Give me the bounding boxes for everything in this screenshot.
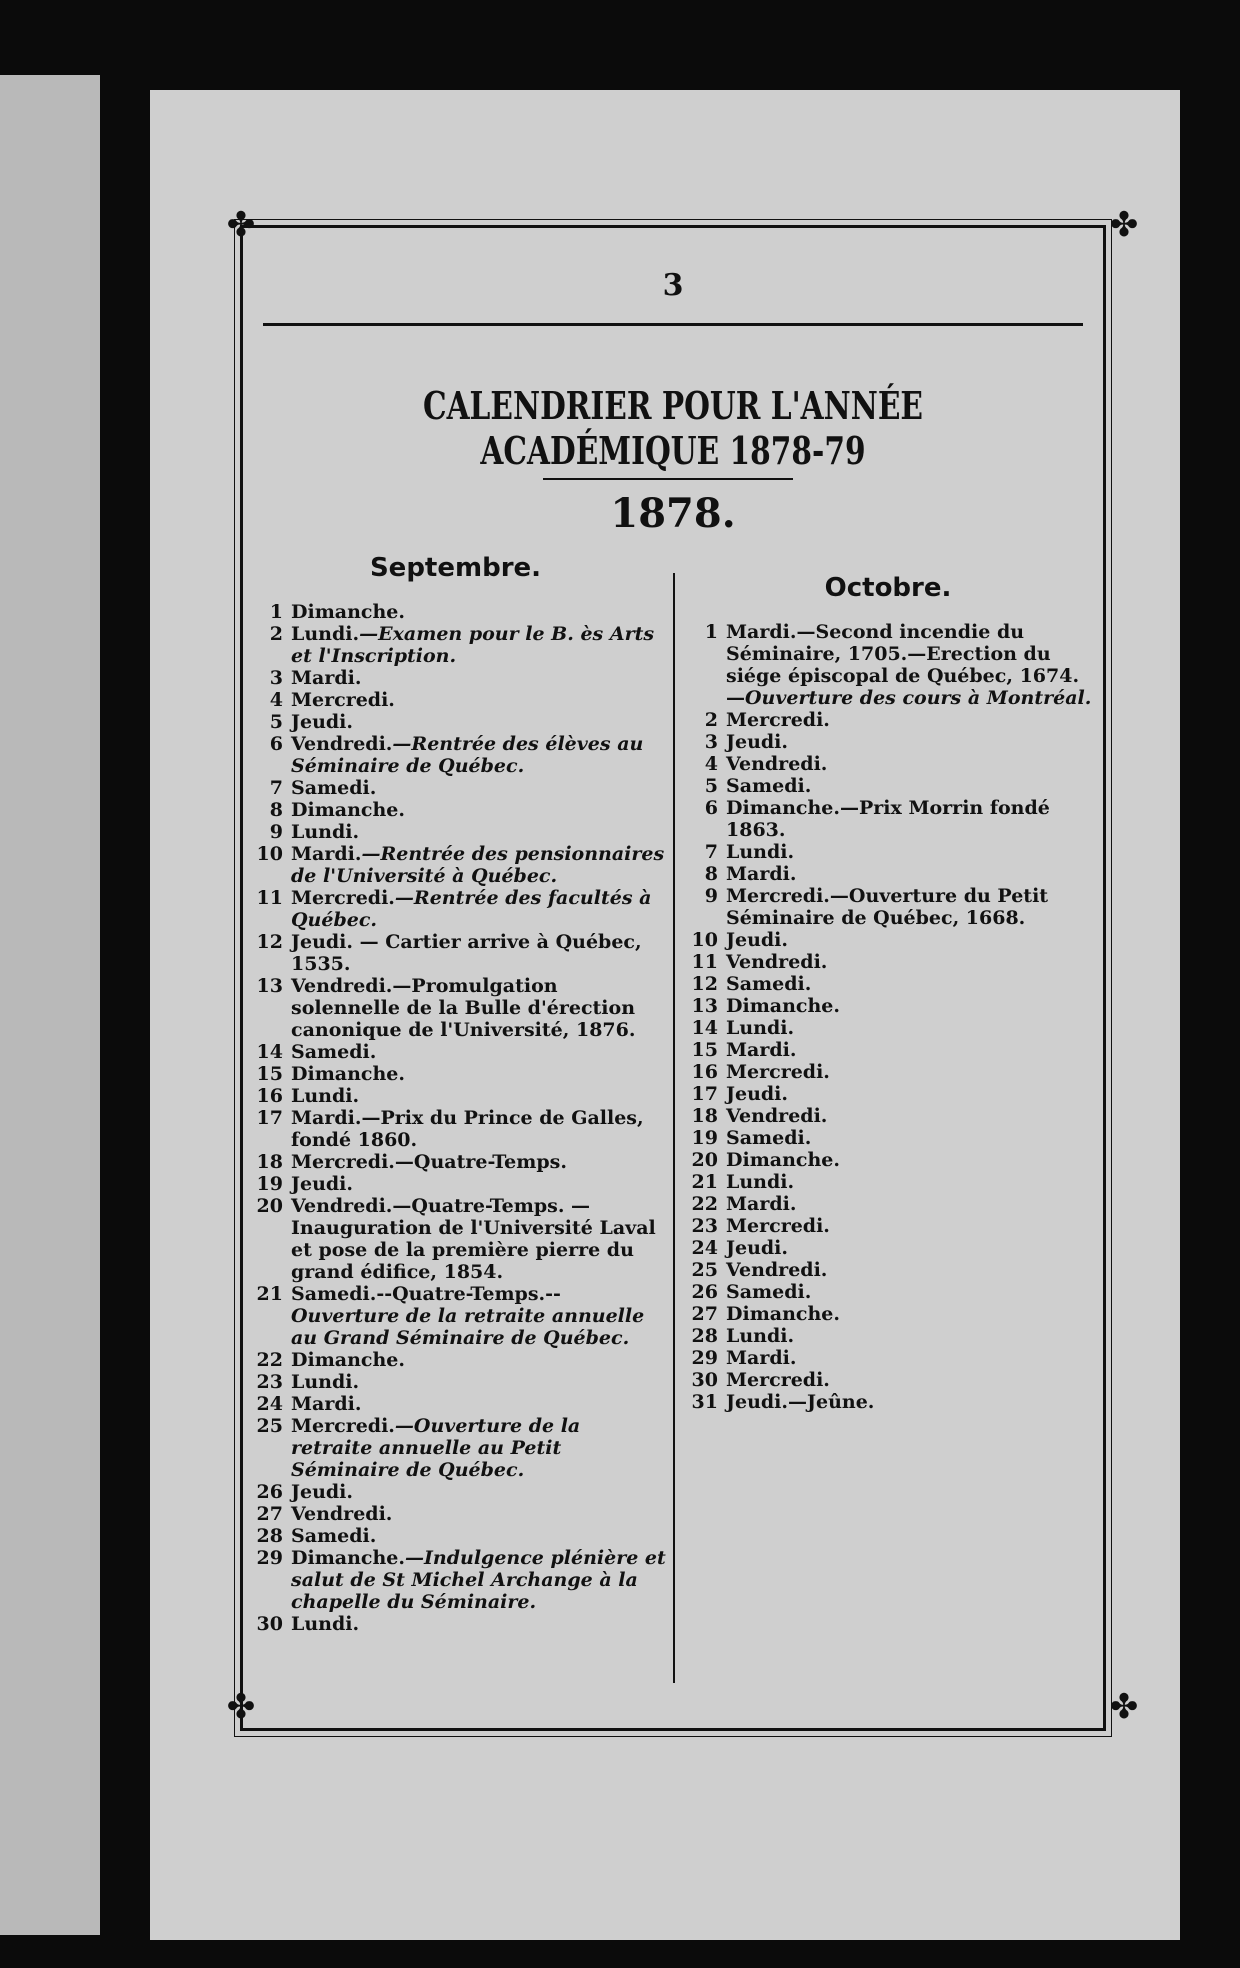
day-number: 6 <box>269 733 283 755</box>
day-name: Samedi. <box>726 1281 812 1303</box>
day-note: —Ouverture de la retraite annuelle au Petit Séminaire de Québec. <box>291 1415 581 1481</box>
calendar-entry <box>678 1083 1098 1105</box>
day-number: 15 <box>691 1039 718 1061</box>
calendar-entry <box>243 689 668 711</box>
day-name: Samedi.--Quatre-Temps.-- <box>291 1283 561 1305</box>
day-name: Mercredi. <box>291 1415 395 1437</box>
calendar-entry <box>243 843 668 887</box>
calendar-entry <box>678 1303 1098 1325</box>
day-number: 8 <box>269 799 283 821</box>
day-number: 7 <box>704 841 718 863</box>
day-name: Mardi. <box>726 1347 797 1369</box>
day-number: 17 <box>256 1107 283 1129</box>
day-number: 12 <box>691 973 718 995</box>
calendar-entry <box>243 1041 668 1063</box>
day-name: Mardi. <box>726 1039 797 1061</box>
day-note: Ouverture des cours à Montréal. <box>745 687 1092 709</box>
calendar-entry <box>678 863 1098 885</box>
day-number: 27 <box>691 1303 718 1325</box>
calendar-entry <box>678 1325 1098 1347</box>
calendar-entry <box>243 777 668 799</box>
day-name: Jeudi.—Jeûne. <box>726 1391 875 1413</box>
calendar-entry <box>678 1105 1098 1127</box>
day-name: Mercredi. <box>291 887 395 909</box>
calendar-entry <box>243 1349 668 1371</box>
day-number: 10 <box>691 929 718 951</box>
calendar-entry <box>678 1039 1098 1061</box>
calendar-entry <box>678 709 1098 731</box>
calendar-entry <box>678 621 1098 709</box>
day-name: Samedi. <box>726 1127 812 1149</box>
day-name: Vendredi. <box>291 733 393 755</box>
day-note: —Rentrée des pensionnaires de l'Université à Québec. <box>291 843 665 887</box>
calendar-entry <box>243 601 668 623</box>
calendar-entry <box>678 797 1098 841</box>
day-name: Vendredi.—Promulgation solennelle de la Bulle d'érection canonique de l'Université, 1876. <box>291 975 636 1041</box>
page-frame <box>240 225 1106 1731</box>
day-number: 25 <box>256 1415 283 1437</box>
header-rule <box>263 323 1083 326</box>
day-name: Mardi. <box>291 667 362 689</box>
octobre-list <box>678 621 1098 1413</box>
day-name: Lundi. <box>291 1371 360 1393</box>
day-name: Mardi.—Prix du Prince de Galles, fondé 1860. <box>291 1107 644 1151</box>
day-name: Mardi. <box>291 1393 362 1415</box>
day-name: Vendredi. <box>726 1105 828 1127</box>
day-number: 31 <box>691 1391 718 1413</box>
calendar-entry <box>243 821 668 843</box>
day-number: 26 <box>256 1481 283 1503</box>
day-note: —Indulgence plénière et salut de St Michel Archange à la chapelle du Séminaire. <box>291 1547 666 1613</box>
calendar-entry <box>678 1061 1098 1083</box>
day-name: Vendredi. <box>726 951 828 973</box>
calendar-entry <box>678 1017 1098 1039</box>
title-rule <box>543 478 793 480</box>
calendar-entry <box>678 841 1098 863</box>
calendar-entry <box>243 1393 668 1415</box>
day-name: Vendredi.—Quatre-Temps. — Inauguration de l'Université Laval et pose de la première pierre du grand édifice, 1854. <box>291 1195 656 1283</box>
day-name: Dimanche. <box>726 1303 841 1325</box>
calendar-entry <box>678 973 1098 995</box>
day-name: Mardi. <box>726 1193 797 1215</box>
calendar-entry <box>243 1525 668 1547</box>
day-number: 20 <box>256 1195 283 1217</box>
day-name: Samedi. <box>291 1525 377 1547</box>
calendar-entry <box>678 1391 1098 1413</box>
day-name: Lundi. <box>291 623 360 645</box>
day-number: 1 <box>704 621 718 643</box>
month-heading-septembre: Septembre. <box>369 553 542 583</box>
day-number: 29 <box>256 1547 283 1569</box>
day-number: 15 <box>256 1063 283 1085</box>
day-number: 19 <box>256 1173 283 1195</box>
day-number: 17 <box>691 1083 718 1105</box>
calendar-entry <box>243 623 668 667</box>
calendar-entry <box>243 711 668 733</box>
day-name: Jeudi. <box>726 1083 789 1105</box>
calendar-entry <box>243 1371 668 1393</box>
calendar-entry <box>243 975 668 1041</box>
day-number: 8 <box>704 863 718 885</box>
calendar-entry <box>243 1415 668 1481</box>
day-name: Mercredi.—Ouverture du Petit Séminaire de Québec, 1668. <box>726 885 1049 929</box>
day-name: Vendredi. <box>726 753 828 775</box>
day-number: 24 <box>691 1237 718 1259</box>
day-name: Jeudi. <box>726 929 789 951</box>
day-number: 16 <box>691 1061 718 1083</box>
day-name: Lundi. <box>726 1017 795 1039</box>
day-number: 4 <box>269 689 283 711</box>
calendar-entry <box>678 1259 1098 1281</box>
calendar-entry <box>678 1369 1098 1391</box>
day-number: 9 <box>269 821 283 843</box>
day-name: Mercredi. <box>291 689 395 711</box>
day-number: 28 <box>691 1325 718 1347</box>
day-number: 26 <box>691 1281 718 1303</box>
calendar-entry <box>678 1171 1098 1193</box>
calendar-entry <box>678 1193 1098 1215</box>
corner-ornament-icon: ✤ <box>1109 205 1139 245</box>
day-number: 2 <box>704 709 718 731</box>
day-name: Lundi. <box>291 1085 360 1107</box>
day-name: Dimanche. <box>726 995 841 1017</box>
day-number: 11 <box>691 951 718 973</box>
day-number: 5 <box>269 711 283 733</box>
day-name: Mercredi. <box>726 709 830 731</box>
day-number: 4 <box>704 753 718 775</box>
day-number: 6 <box>704 797 718 819</box>
calendar-entry <box>678 753 1098 775</box>
day-number: 30 <box>256 1613 283 1635</box>
day-number: 9 <box>704 885 718 907</box>
calendar-entry <box>243 1151 668 1173</box>
day-number: 25 <box>691 1259 718 1281</box>
day-number: 22 <box>691 1193 718 1215</box>
calendar-entry <box>678 1237 1098 1259</box>
day-name: Dimanche. <box>291 799 406 821</box>
day-number: 5 <box>704 775 718 797</box>
day-name: Mardi.—Second incendie du Séminaire, 1705.—Erection du siége épiscopal de Québec, 1674.— <box>726 621 1080 709</box>
day-number: 1 <box>269 601 283 623</box>
day-number: 22 <box>256 1349 283 1371</box>
day-name: Mercredi. <box>726 1369 830 1391</box>
month-heading-octobre: Octobre. <box>824 573 952 603</box>
day-name: Samedi. <box>291 1041 377 1063</box>
day-number: 12 <box>256 931 283 953</box>
day-name: Samedi. <box>726 775 812 797</box>
day-number: 13 <box>691 995 718 1017</box>
calendar-entry <box>678 995 1098 1017</box>
day-name: Mardi. <box>726 863 797 885</box>
day-name: Vendredi. <box>726 1259 828 1281</box>
day-number: 10 <box>256 843 283 865</box>
day-number: 14 <box>691 1017 718 1039</box>
day-note: —Rentrée des facultés à Québec. <box>291 887 652 931</box>
day-name: Lundi. <box>726 841 795 863</box>
day-number: 29 <box>691 1347 718 1369</box>
calendar-entry <box>243 887 668 931</box>
column-divider <box>673 573 675 1683</box>
day-name: Jeudi. — Cartier arrive à Québec, 1535. <box>291 931 642 975</box>
day-number: 11 <box>256 887 283 909</box>
day-number: 20 <box>691 1149 718 1171</box>
day-number: 27 <box>256 1503 283 1525</box>
day-number: 18 <box>256 1151 283 1173</box>
day-number: 13 <box>256 975 283 997</box>
corner-ornament-icon: ✤ <box>1109 1687 1139 1727</box>
day-name: Lundi. <box>291 1613 360 1635</box>
day-number: 14 <box>256 1041 283 1063</box>
calendar-entry <box>243 1195 668 1283</box>
calendar-entry <box>243 1283 668 1349</box>
calendar-entry <box>678 1127 1098 1149</box>
day-name: Dimanche. <box>726 1149 841 1171</box>
day-name: Lundi. <box>726 1325 795 1347</box>
year-heading: 1878. <box>610 490 736 537</box>
day-number: 7 <box>269 777 283 799</box>
day-number: 23 <box>691 1215 718 1237</box>
calendar-entry <box>678 885 1098 929</box>
day-note: —Rentrée des élèves au Séminaire de Québec. <box>291 733 644 777</box>
day-name: Jeudi. <box>726 731 789 753</box>
calendar-entry <box>678 731 1098 753</box>
calendar-entry <box>678 929 1098 951</box>
corner-ornament-icon: ✤ <box>226 205 256 245</box>
day-name: Jeudi. <box>291 711 354 733</box>
calendar-entry <box>243 931 668 975</box>
day-name: Dimanche. <box>291 1063 406 1085</box>
day-name: Mercredi.—Quatre-Temps. <box>291 1151 567 1173</box>
day-number: 3 <box>269 667 283 689</box>
day-name: Mercredi. <box>726 1061 830 1083</box>
day-name: Lundi. <box>726 1171 795 1193</box>
day-number: 21 <box>256 1283 283 1305</box>
calendar-entry <box>243 1481 668 1503</box>
page-number: 3 <box>662 268 684 303</box>
page-sheet <box>150 90 1180 1940</box>
day-name: Mercredi. <box>726 1215 830 1237</box>
day-name: Lundi. <box>291 821 360 843</box>
calendar-entry <box>243 1063 668 1085</box>
day-name: Jeudi. <box>291 1481 354 1503</box>
day-name: Dimanche. <box>291 1349 406 1371</box>
corner-ornament-icon: ✤ <box>226 1687 256 1727</box>
column-septembre <box>243 553 668 1635</box>
calendar-entry <box>678 1149 1098 1171</box>
day-number: 3 <box>704 731 718 753</box>
day-number: 21 <box>691 1171 718 1193</box>
calendar-entry <box>243 1547 668 1613</box>
calendar-entry <box>243 1613 668 1635</box>
calendar-entry <box>243 1503 668 1525</box>
calendar-entry <box>678 1281 1098 1303</box>
calendar-entry <box>678 775 1098 797</box>
day-name: Dimanche. <box>291 1547 406 1569</box>
day-name: Mardi. <box>291 843 362 865</box>
day-note: —Examen pour le B. ès Arts et l'Inscription. <box>291 623 655 667</box>
calendar-entry <box>678 1215 1098 1237</box>
day-name: Dimanche. <box>291 601 406 623</box>
calendar-entry <box>243 1173 668 1195</box>
day-note: Ouverture de la retraite annuelle au Grand Séminaire de Québec. <box>291 1305 645 1349</box>
day-number: 2 <box>269 623 283 645</box>
day-number: 28 <box>256 1525 283 1547</box>
day-number: 23 <box>256 1371 283 1393</box>
day-name: Samedi. <box>291 777 377 799</box>
calendar-entry <box>678 951 1098 973</box>
calendar-entry <box>243 733 668 777</box>
calendar-entry <box>243 799 668 821</box>
septembre-list <box>243 601 668 1635</box>
day-number: 24 <box>256 1393 283 1415</box>
day-number: 16 <box>256 1085 283 1107</box>
day-number: 18 <box>691 1105 718 1127</box>
day-name: Jeudi. <box>726 1237 789 1259</box>
day-number: 19 <box>691 1127 718 1149</box>
calendar-entry <box>243 1107 668 1151</box>
day-number: 30 <box>691 1369 718 1391</box>
calendar-entry <box>243 1085 668 1107</box>
day-name: Vendredi. <box>291 1503 393 1525</box>
column-octobre <box>678 573 1098 1413</box>
calendar-entry <box>678 1347 1098 1369</box>
day-name: Samedi. <box>726 973 812 995</box>
day-name: Jeudi. <box>291 1173 354 1195</box>
calendar-entry <box>243 667 668 689</box>
adjacent-page-edge <box>0 75 100 1935</box>
day-name: Dimanche.—Prix Morrin fondé 1863. <box>726 797 1050 841</box>
page-title: CALENDRIER POUR L'ANNÉE ACADÉMIQUE 1878-79 <box>422 383 924 473</box>
